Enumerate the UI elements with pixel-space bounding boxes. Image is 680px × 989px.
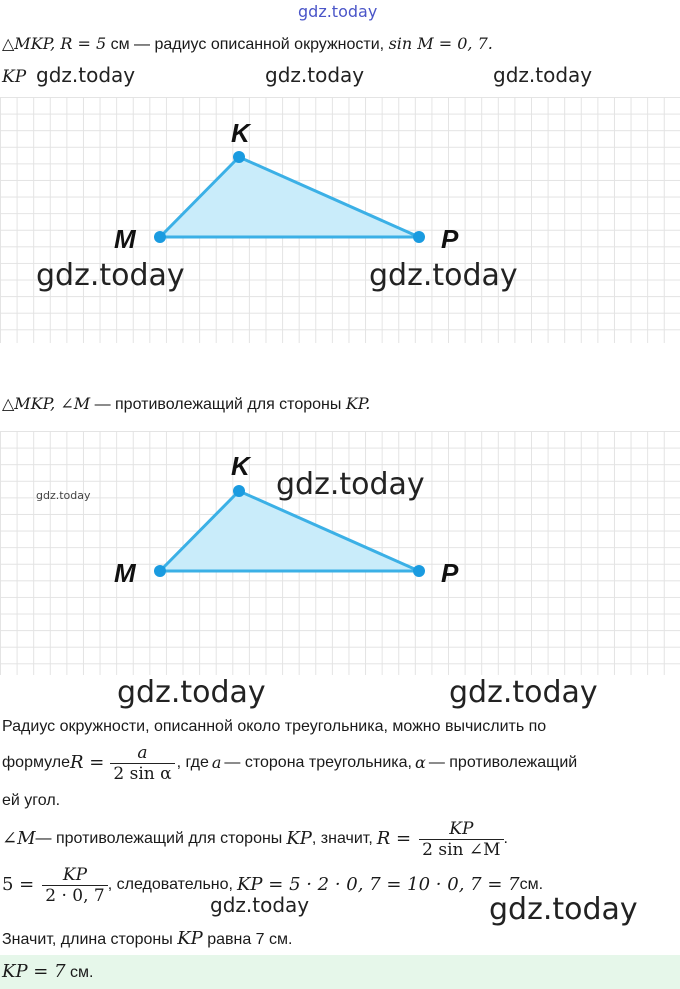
angle-m: ∠M [2, 828, 36, 849]
angle-opposite-text: — противолежащий для стороны [35, 830, 283, 847]
vertex-m-label: M [114, 558, 136, 588]
answer-unit: см. [65, 964, 94, 981]
fraction-numerator: a [137, 742, 148, 763]
given-sine: sin M = 0, 7. [388, 34, 493, 53]
vertex-m-label: M [114, 224, 136, 254]
vertex-k-label: K [231, 451, 250, 481]
watermark: gdz.today [36, 258, 185, 293]
given-radius-text: см — радиус описанной окружности, [106, 36, 389, 53]
solve-calc: KP = 5 · 2 · 0, 7 = 10 · 0, 7 = 7 [236, 874, 520, 895]
formula-r: R = [376, 828, 412, 849]
watermark: gdz.today [369, 258, 518, 293]
vertex-p-dot [413, 231, 425, 243]
solve-lhs: 5 = [2, 874, 35, 895]
formula-intro-line-3: ей угол. [2, 792, 61, 809]
watermark: gdz.today [36, 489, 91, 502]
fraction-denominator: 2 sin α [110, 763, 174, 784]
formula-word: формуле [2, 754, 71, 771]
vertex-k-label: K [231, 118, 250, 148]
given-triangle: △MKP, R = 5 [2, 34, 107, 53]
watermark: gdz.today [276, 467, 425, 502]
solve-unit: см. [519, 876, 544, 893]
angle-formula-line [2, 816, 508, 862]
given-line [2, 33, 493, 56]
side-kp: KP [286, 828, 312, 849]
watermark: gdz.today [117, 675, 266, 710]
consequently-text: , следовательно, [107, 876, 233, 893]
watermark: gdz.today [493, 63, 593, 87]
figure-1-triangle [0, 97, 680, 343]
watermark: gdz.today [449, 675, 598, 710]
conclusion-text-2: равна 7 см. [202, 931, 293, 948]
formula-side-text: — сторона треугольника, [224, 754, 412, 771]
fraction-denominator: 2 · 0, 7 [42, 885, 107, 906]
vertex-p-label: P [441, 558, 459, 588]
fraction-denominator: 2 sin ∠M [419, 839, 503, 860]
watermark: gdz.today [489, 892, 638, 927]
fraction-numerator: KP [449, 818, 474, 839]
triangle-angle: △MKP, ∠M [2, 394, 91, 413]
side-kp: KP. [345, 394, 371, 413]
vertex-m-dot [154, 231, 166, 243]
opposite-text: — противолежащий для стороны [90, 396, 346, 413]
watermark: gdz.today [265, 63, 365, 87]
var-alpha: α [415, 753, 426, 772]
formula-fraction [419, 819, 503, 860]
fraction-numerator: KP [62, 864, 88, 885]
triangle-mkp [160, 157, 419, 237]
side-kp: KP [177, 928, 203, 949]
find-kp: KP [2, 67, 27, 87]
solve-fraction [42, 865, 107, 906]
answer-math: KP = 7 [2, 961, 66, 982]
conclusion-line [2, 928, 292, 951]
answer-box [0, 955, 680, 989]
formula-where: , где [176, 754, 209, 771]
vertex-p-label: P [441, 224, 459, 254]
formula-dot: . [503, 830, 508, 847]
watermark: gdz.today [298, 2, 378, 21]
formula-intro-line-1: Радиус окружности, описанной около треугольника, можно вычислить по [2, 718, 547, 735]
watermark: gdz.today [36, 63, 136, 87]
formula-r: R = [70, 752, 105, 773]
triangle-mkp [160, 491, 419, 571]
vertex-k-dot [233, 151, 245, 163]
therefore-text: , значит, [311, 830, 373, 847]
vertex-m-dot [154, 565, 166, 577]
conclusion-text-1: Значит, длина стороны [2, 931, 178, 948]
var-a: a [211, 753, 222, 772]
watermark: gdz.today [210, 893, 310, 917]
vertex-k-dot [233, 485, 245, 497]
vertex-p-dot [413, 565, 425, 577]
answer-line [2, 960, 93, 984]
find-line [2, 66, 26, 88]
formula-opposite-text: — противолежащий [428, 754, 578, 771]
formula-fraction [110, 743, 174, 784]
formula-intro-line-2 [2, 740, 577, 786]
opposite-angle-line [2, 393, 370, 416]
